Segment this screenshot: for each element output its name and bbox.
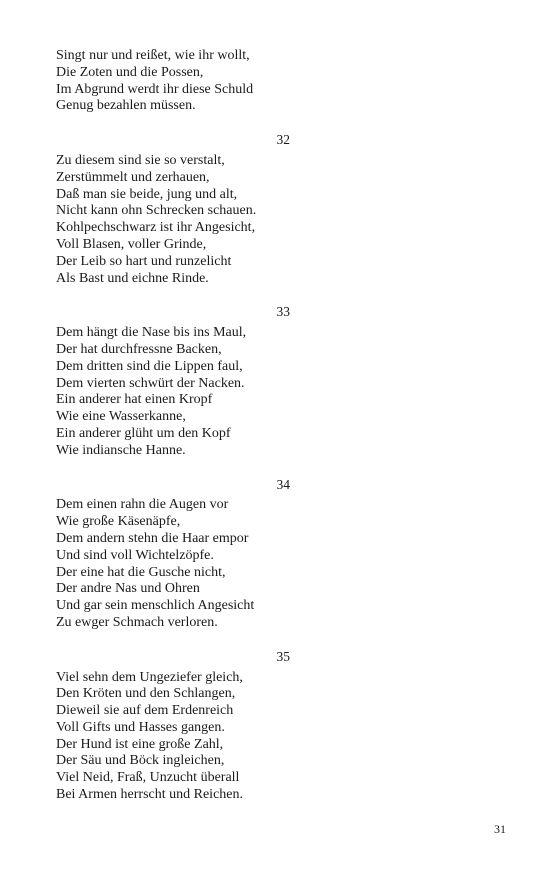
- stanza: [56, 649, 290, 804]
- verse-line: Zu diesem sind sie so verstalt,: [56, 152, 225, 168]
- verse-line: Viel sehn dem Ungeziefer gleich,: [56, 669, 243, 685]
- verse-line: Wie indiansche Hanne.: [56, 442, 186, 458]
- verse-line: Ein anderer hat einen Kropf: [56, 392, 213, 408]
- verse-line: Und sind voll Wichtelzöpfe.: [56, 547, 214, 563]
- verse-line: Bei Armen herrscht und Reichen.: [56, 787, 244, 803]
- verse-line: Der hat durchfressne Backen,: [56, 341, 222, 357]
- verse-line: Nicht kann ohn Schrecken schauen.: [56, 203, 257, 219]
- page-number: 31: [494, 822, 506, 836]
- verse-line: Voll Gifts und Hasses gangen.: [56, 719, 225, 735]
- verse-line: Singt nur und reißet, wie ihr wollt,: [56, 48, 250, 63]
- verse-line: Der eine hat die Gusche nicht,: [56, 564, 226, 580]
- verse-line: Der Hund ist eine große Zahl,: [56, 736, 224, 752]
- verse-line: Ein anderer glüht um den Kopf: [56, 425, 231, 441]
- verse-line: Und gar sein menschlich Angesicht: [56, 598, 255, 614]
- stanza-number: 34: [276, 476, 290, 492]
- verse-line: Der Leib so hart und runzelicht: [56, 253, 232, 269]
- verse-line: Viel Neid, Fraß, Unzucht überall: [56, 770, 240, 786]
- verse-line: Die Zoten und die Possen,: [56, 64, 204, 80]
- verse-line: Im Abgrund werdt ihr diese Schuld: [56, 81, 254, 97]
- verse-line: Dieweil sie auf dem Erdenreich: [56, 703, 234, 719]
- verse-line: Zu ewger Schmach verloren.: [56, 614, 218, 630]
- verse-line: Wie eine Wasserkanne,: [56, 409, 186, 425]
- verse-line: Der andre Nas und Ohren: [56, 581, 200, 597]
- verse-line: Als Bast und eichne Rinde.: [56, 270, 209, 286]
- verse-line: Genug bezahlen müssen.: [56, 98, 196, 114]
- verse-line: Dem andern stehn die Haar empor: [56, 530, 249, 546]
- stanza-number: 33: [276, 304, 290, 320]
- stanza: [56, 48, 290, 115]
- verse-line: Voll Blasen, voller Grinde,: [56, 236, 207, 252]
- stanza: [56, 477, 290, 632]
- verse-line: Den Kröten und den Schlangen,: [56, 686, 236, 702]
- stanza-number: 35: [276, 648, 290, 664]
- stanza: [56, 304, 290, 459]
- verse-line: Der Säu und Böck ingleichen,: [56, 753, 225, 769]
- verse-line: Wie große Käsenäpfe,: [56, 514, 181, 530]
- poem-text: [56, 48, 290, 804]
- verse-line: Kohlpechschwarz ist ihr Angesicht,: [56, 220, 256, 236]
- verse-line: Dem dritten sind die Lippen faul,: [56, 358, 243, 374]
- stanza-number: 32: [276, 132, 290, 148]
- verse-line: Daß man sie beide, jung und alt,: [56, 186, 238, 202]
- stanza: [56, 132, 290, 287]
- verse-line: Dem hängt die Nase bis ins Maul,: [56, 325, 247, 341]
- verse-line: Dem vierten schwürt der Nacken.: [56, 375, 245, 391]
- verse-line: Dem einen rahn die Augen vor: [56, 497, 229, 513]
- verse-line: Zerstümmelt und zerhauen,: [56, 169, 210, 185]
